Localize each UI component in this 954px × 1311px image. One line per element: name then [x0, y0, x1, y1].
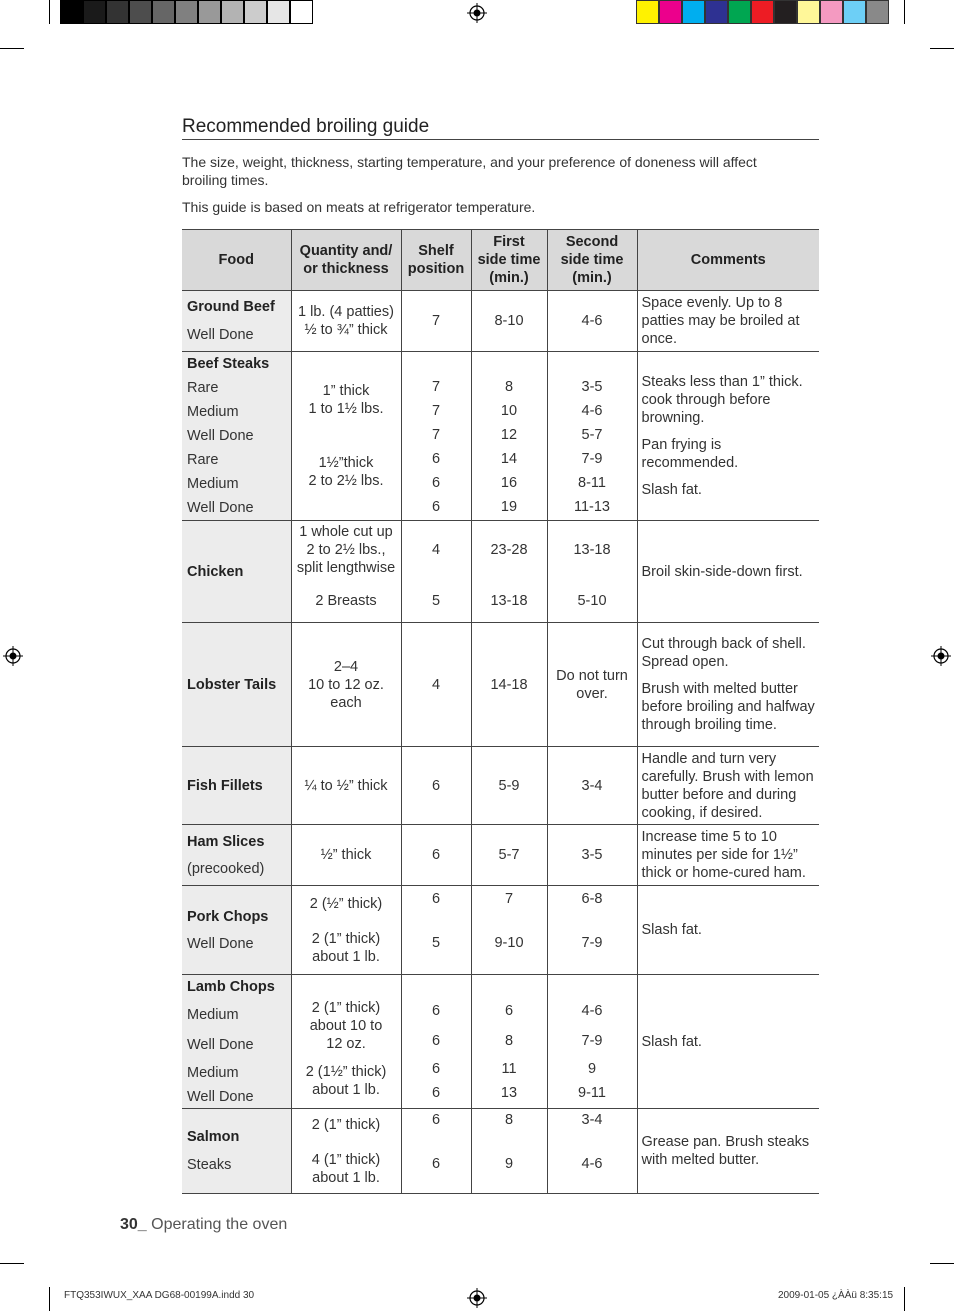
second-side-cell: 3-5 4-6 5-7 7-9 8-11 11-13: [547, 352, 637, 521]
color-swatch: [797, 0, 820, 24]
gray-swatch: [129, 0, 152, 24]
gray-swatch: [152, 0, 175, 24]
comments-cell: Increase time 5 to 10 minutes per side for 1½” thick or home-cured ham.: [641, 829, 806, 881]
shelf-cell: 4 5: [401, 521, 471, 623]
header-shelf: Shelf position: [401, 230, 471, 291]
second-side-cell: 4-6 7-9 9 9-11: [547, 975, 637, 1109]
second-side-cell: 3-4: [547, 747, 637, 825]
print-slug-filename: FTQ353IWUX_XAA DG68-00199A.indd 30: [64, 1290, 255, 1301]
table-row: [182, 352, 819, 521]
comments-cell: Grease pan. Brush steaks with melted butter.: [641, 1134, 810, 1168]
table-row: [182, 825, 819, 886]
table-row: [182, 623, 819, 747]
color-swatch: [636, 0, 659, 24]
color-swatch: [705, 0, 728, 24]
section-name: Operating the oven: [146, 1216, 288, 1233]
header-food: Food: [182, 230, 291, 291]
gray-swatch: [244, 0, 267, 24]
first-side-cell: 6 8 11 13: [471, 975, 547, 1109]
shelf-cell: 7: [401, 291, 471, 352]
comments-cell: Handle and turn very carefully. Brush with lemon butter before and during cooking, if desired.: [641, 750, 814, 821]
page-footer: [120, 1216, 287, 1234]
intro-paragraph: The size, weight, thickness, starting temperature, and your preference of doneness will affect broiling times.: [182, 154, 757, 188]
quantity-cell: 2 (1” thick) about 10 to 12 oz. 2 (1½” thick) about 1 lb.: [291, 975, 401, 1109]
gray-swatch: [290, 0, 313, 24]
quantity-cell: 2 (1” thick) 4 (1” thick) about 1 lb.: [291, 1109, 401, 1194]
color-swatch: [659, 0, 682, 24]
comments-cell: Slash fat.: [641, 1033, 702, 1050]
shelf-cell: 4: [401, 623, 471, 747]
food-cell: Salmon Steaks: [182, 1109, 291, 1194]
header-second-side: Second side time (min.): [547, 230, 637, 291]
gray-swatch: [60, 0, 83, 24]
color-swatch: [843, 0, 866, 24]
crop-mark: [930, 1263, 954, 1264]
table-row: [182, 1109, 819, 1194]
table-row: [182, 747, 819, 825]
food-cell: Chicken: [182, 521, 291, 623]
table-row: [182, 521, 819, 623]
shelf-cell: 6 6 6 6: [401, 975, 471, 1109]
color-swatch: [751, 0, 774, 24]
header-comments: Comments: [637, 230, 819, 291]
second-side-cell: 13-18 5-10: [547, 521, 637, 623]
second-side-cell: Do not turn over.: [547, 623, 637, 747]
table-row: [182, 886, 819, 975]
shelf-cell: 7 7 7 6 6 6: [401, 352, 471, 521]
quantity-cell: 1 lb. (4 patties) ½ to ¾” thick: [291, 291, 401, 352]
comments-cell: Steaks less than 1” thick. cook through before browning. Pan frying is recommended. Slash fat.: [641, 374, 803, 498]
shelf-cell: 6 6: [401, 1109, 471, 1194]
quantity-cell: ¼ to ½” thick: [291, 747, 401, 825]
registration-mark-icon: [931, 646, 951, 666]
gray-swatch: [221, 0, 244, 24]
comments-cell: Slash fat.: [641, 922, 702, 938]
crop-mark: [49, 0, 50, 24]
second-side-cell: 3-4 4-6: [547, 1109, 637, 1194]
shelf-cell: 6 5: [401, 886, 471, 975]
gray-swatch: [267, 0, 290, 24]
gray-swatch: [175, 0, 198, 24]
registration-mark-icon: [3, 646, 23, 666]
header-first-side: First side time (min.): [471, 230, 547, 291]
crop-mark: [904, 0, 905, 24]
second-side-cell: 3-5: [547, 825, 637, 886]
table-row: [182, 975, 819, 1109]
food-cell: Pork Chops Well Done: [182, 886, 291, 975]
color-swatch: [774, 0, 797, 24]
header-quantity: Quantity and/ or thickness: [291, 230, 401, 291]
comments-cell: Cut through back of shell. Spread open. Brush with melted butter before broiling and halfway through broiling time.: [641, 636, 815, 733]
second-side-cell: 4-6: [547, 291, 637, 352]
page-title: Recommended broiling guide: [182, 116, 430, 137]
crop-mark: [0, 48, 24, 49]
registration-mark-icon: [467, 1288, 487, 1308]
crop-mark: [49, 1287, 50, 1311]
gray-swatch: [83, 0, 106, 24]
comments-cell: Space evenly. Up to 8 patties may be broiled at once.: [641, 295, 800, 347]
food-cell: Ground Beef Well Done: [182, 291, 291, 352]
second-side-cell: 6-8 7-9: [547, 886, 637, 975]
food-cell: Ham Slices (precooked): [182, 825, 291, 886]
intro-paragraph: This guide is based on meats at refrigerator temperature.: [182, 199, 536, 215]
food-cell: Beef Steaks Rare Medium Well Done Rare Medium Well Done: [182, 352, 291, 521]
broiling-guide-table: [182, 229, 819, 1194]
food-cell: Lobster Tails: [182, 623, 291, 747]
quantity-cell: 1 whole cut up 2 to 2½ lbs., split lengthwise 2 Breasts: [291, 521, 401, 623]
table-header-row: [182, 230, 819, 291]
color-swatch: [820, 0, 843, 24]
quantity-cell: ½” thick: [291, 825, 401, 886]
crop-mark: [0, 1263, 24, 1264]
page-number: 30_: [120, 1216, 147, 1233]
first-side-cell: 8 9: [471, 1109, 547, 1194]
quantity-cell: 1” thick 1 to 1½ lbs. 1½”thick 2 to 2½ lbs.: [291, 352, 401, 521]
first-side-cell: 14-18: [471, 623, 547, 747]
print-slug-timestamp: 2009-01-05 ¿ÀÀü 8:35:15: [778, 1290, 894, 1301]
first-side-cell: 8 10 12 14 16 19: [471, 352, 547, 521]
food-cell: Fish Fillets: [182, 747, 291, 825]
crop-mark: [930, 48, 954, 49]
food-cell: Lamb Chops Medium Well Done Medium Well Done: [182, 975, 291, 1109]
quantity-cell: 2 (½” thick) 2 (1” thick) about 1 lb.: [291, 886, 401, 975]
table-row: [182, 291, 819, 352]
gray-swatch: [106, 0, 129, 24]
registration-mark-icon: [467, 3, 487, 23]
color-swatch: [728, 0, 751, 24]
color-swatch: [682, 0, 705, 24]
comments-cell: Broil skin-side-down first.: [641, 563, 803, 580]
gray-swatch: [198, 0, 221, 24]
color-swatch: [866, 0, 889, 24]
quantity-cell: 2–4 10 to 12 oz. each: [291, 623, 401, 747]
shelf-cell: 6: [401, 825, 471, 886]
first-side-cell: 7 9-10: [471, 886, 547, 975]
shelf-cell: 6: [401, 747, 471, 825]
title-rule: [182, 139, 819, 140]
crop-mark: [904, 1287, 905, 1311]
first-side-cell: 8-10: [471, 291, 547, 352]
first-side-cell: 5-9: [471, 747, 547, 825]
first-side-cell: 23-28 13-18: [471, 521, 547, 623]
first-side-cell: 5-7: [471, 825, 547, 886]
